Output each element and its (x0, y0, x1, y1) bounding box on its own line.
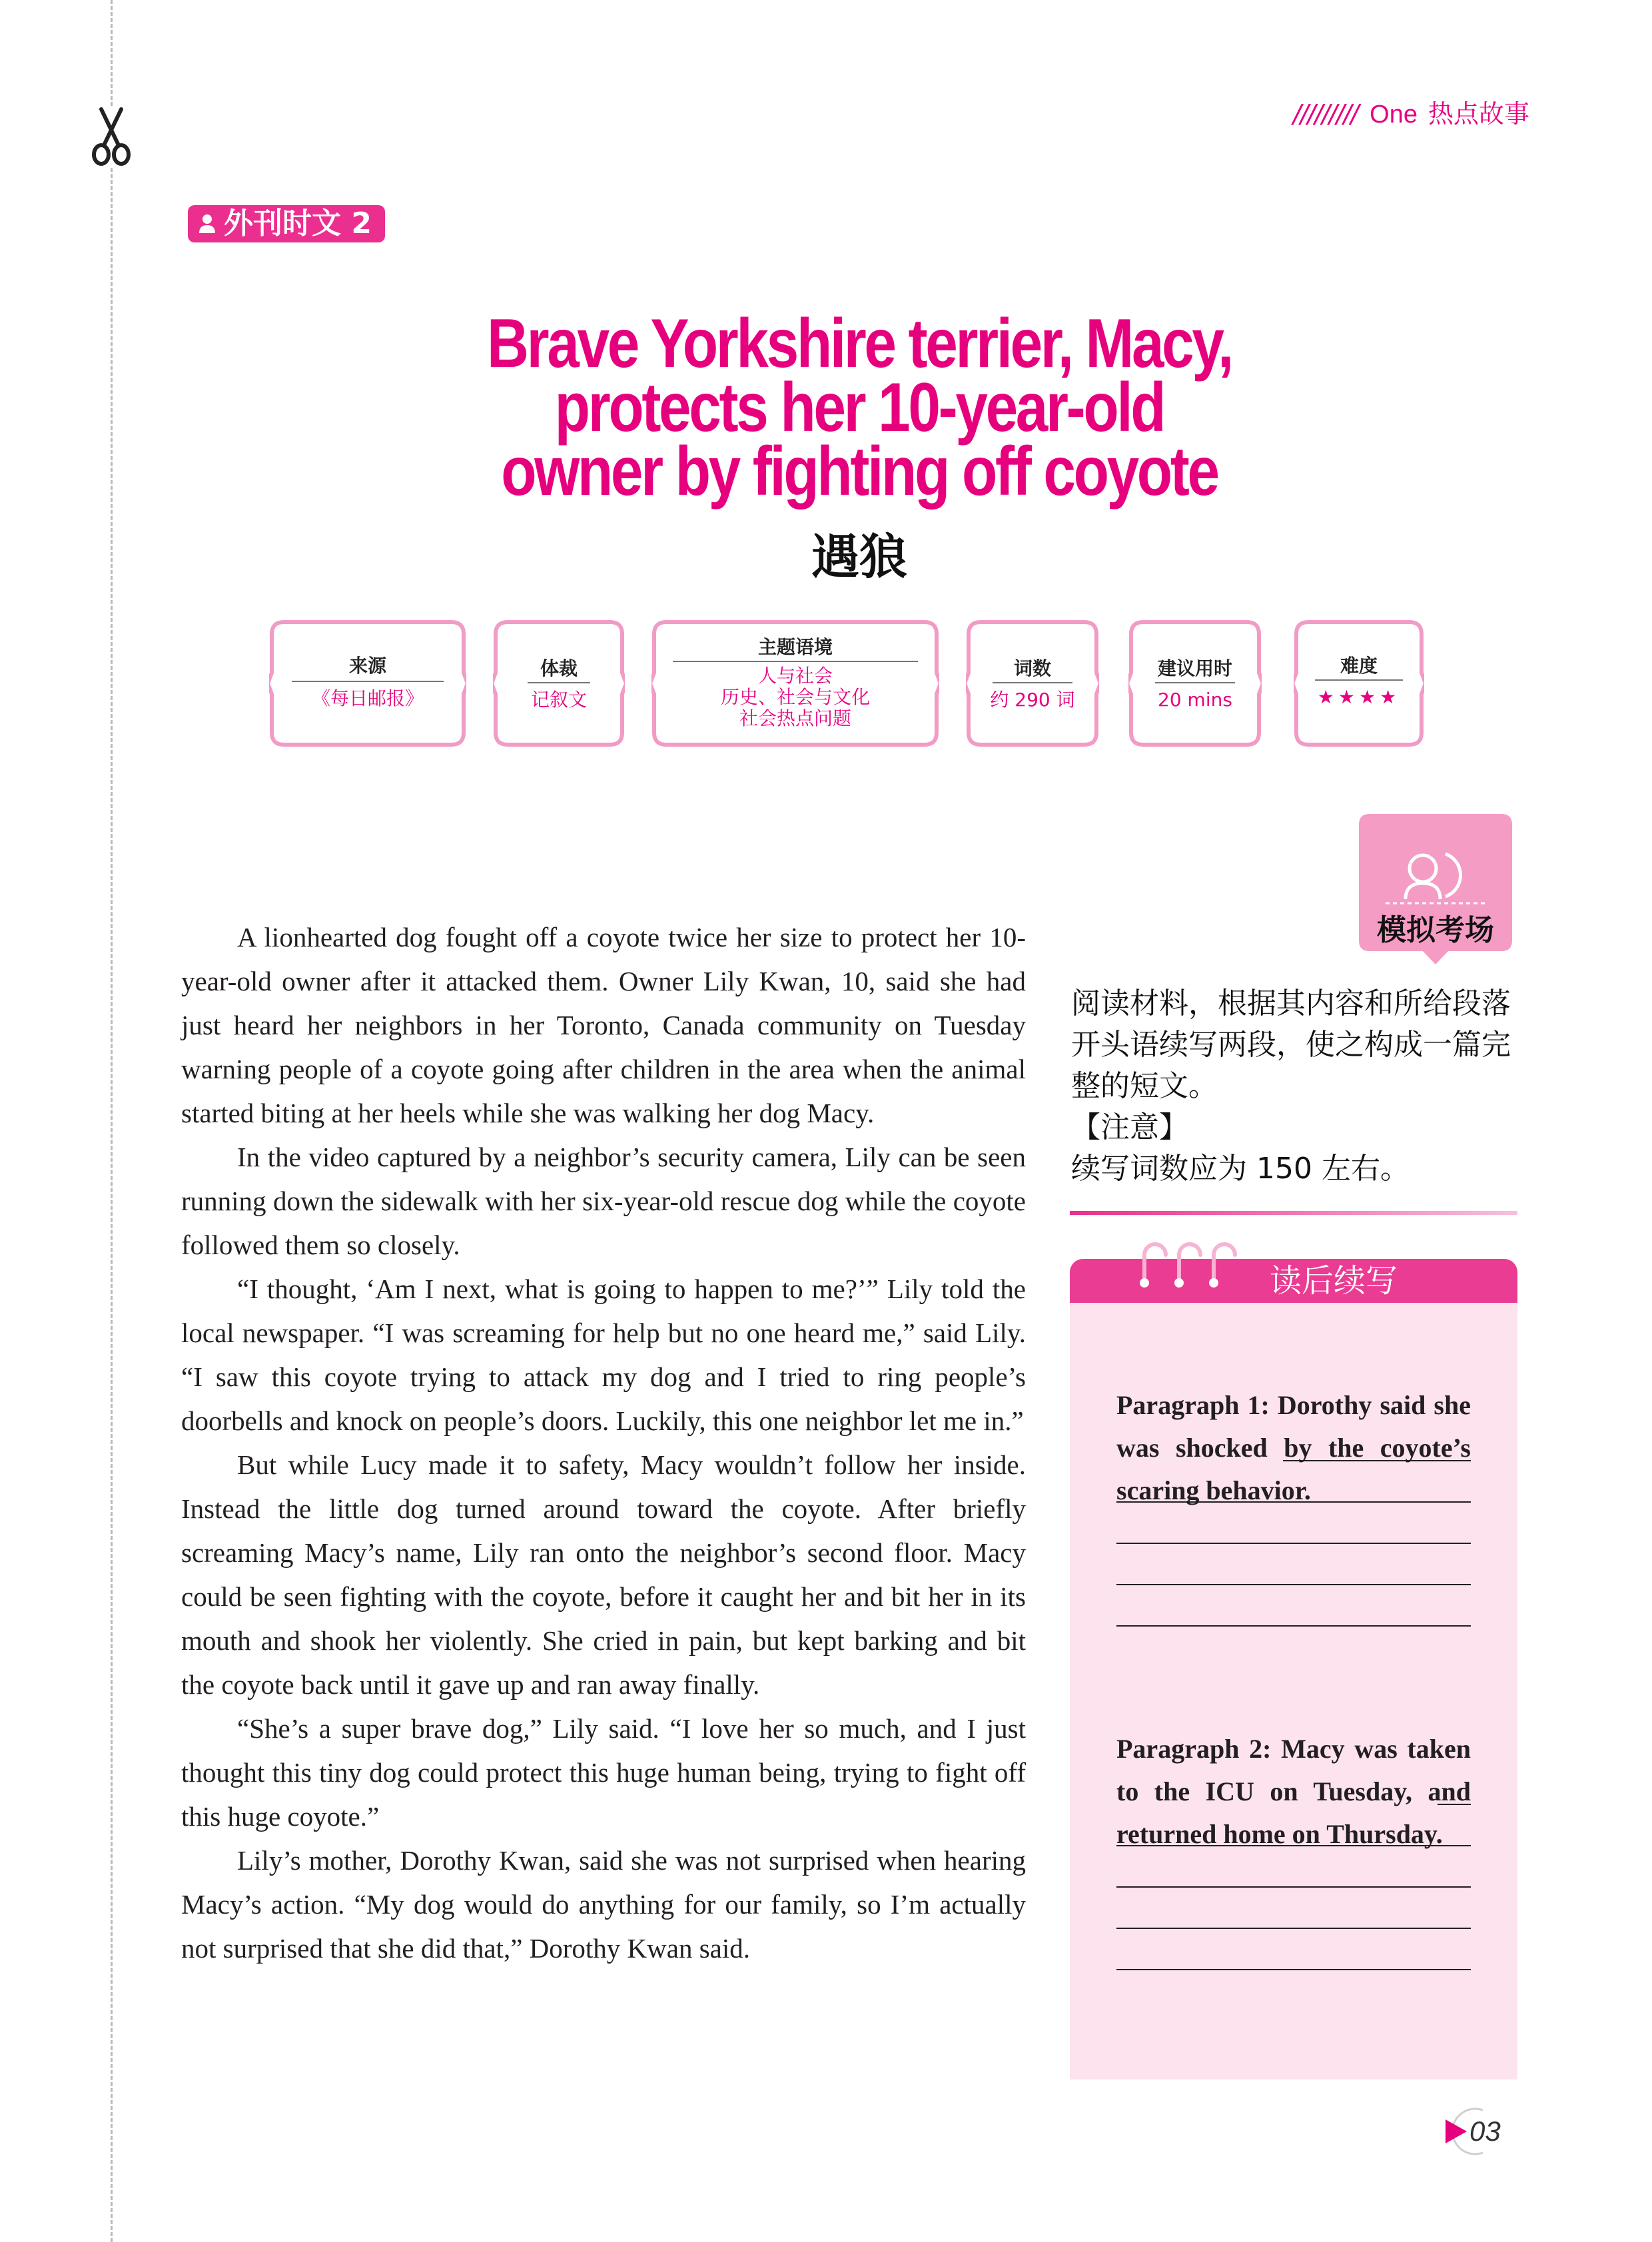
header-section: One (1370, 101, 1418, 129)
info-rule (673, 661, 918, 662)
exam-instructions (1071, 983, 1517, 1190)
info-value-time: 20 mins (1158, 689, 1232, 711)
info-value-theme-1: 人与社会 (757, 665, 833, 687)
writing-line[interactable] (1116, 1501, 1471, 1503)
paragraph-2-text: Paragraph 2: Macy was taken to the ICU on Tuesday, and returned home on Thursday. (1116, 1734, 1471, 1849)
article-paragraph: “I thought, ‘Am I next, what is going to happen to me?’” Lily told the local newspaper. “I was screaming for help but no one heard me,” said Lily. “I saw this coyote trying to attack my dog and I tried to ring people’s doorbells and knock on people’s doors. Luckily, this one neighbor let me in.” (181, 1274, 1026, 1436)
info-box-genre (493, 619, 625, 747)
info-box-frame (966, 619, 1099, 747)
writing-paragraph-2-prompt (1116, 1728, 1471, 1856)
article-paragraph: But while Lucy made it to safety, Macy wouldn’t follow her inside. Instead the little dog turned around toward the coyote. After briefly screaming Macy’s name, Lily ran onto the neighbor’s second floor. Macy could be seen fighting with the coyote, before it caught her and bit her in its mouth and shook her violently. She cried in pain, but kept barking and bit the coyote back until it gave up and ran away finally. (181, 1449, 1026, 1700)
info-rule (528, 682, 590, 683)
writing-line[interactable] (1116, 1969, 1471, 1970)
article-tag-label: 外刊时文 2 (224, 206, 372, 240)
section-divider (1070, 1211, 1517, 1215)
running-header (1293, 93, 1529, 130)
info-rule (1315, 679, 1403, 681)
info-rule (292, 681, 444, 682)
note-text: 续写词数应为 150 左右。 (1071, 1152, 1410, 1186)
writing-line[interactable] (1116, 1584, 1471, 1585)
article-paragraph: In the video captured by a neighbor’s security camera, Lily can be seen running down the sidewalk with her six-year-old rescue dog while the coyote followed them so closely. (181, 1142, 1026, 1260)
title-line-1: Brave Yorkshire terrier, Macy, (486, 305, 1232, 382)
info-box-frame (493, 619, 625, 747)
writing-line[interactable] (1116, 1625, 1471, 1627)
exam-badge-label: 模拟考场 (1377, 913, 1494, 947)
article-paragraph: “She’s a super brave dog,” Lily said. “I love her so much, and I just thought this tiny dog could protect this huge human being, trying to fight off this huge coyote.” (181, 1713, 1026, 1832)
info-box-words (966, 619, 1099, 747)
info-label-words: 词数 (1013, 657, 1051, 679)
info-rule (993, 682, 1072, 683)
info-value-theme-3: 社会热点问题 (739, 707, 851, 729)
title-line-3: owner by fighting off coyote (501, 433, 1218, 510)
paragraph-1-text: Paragraph 1: Dorothy said she was shocked by the coyote’s scaring behavior. (1116, 1390, 1471, 1505)
instructions-text: 阅读材料，根据其内容和所给段落开头语续写两段，使之构成一篇完整的短文。 (1071, 986, 1511, 1103)
page-number (1436, 2105, 1503, 2158)
exam-badge (1359, 814, 1512, 967)
info-label-genre: 体裁 (540, 657, 578, 679)
info-box-source (269, 619, 466, 747)
writing-line[interactable] (1116, 1886, 1471, 1888)
writing-line[interactable] (1116, 1543, 1471, 1544)
info-box-frame (1294, 619, 1424, 747)
info-value-theme-2: 历史、社会与文化 (720, 686, 870, 708)
info-label-source: 来源 (348, 655, 386, 677)
page-number-text: 03 (1469, 2115, 1501, 2147)
article-title (406, 305, 1313, 510)
info-box-time (1128, 619, 1262, 747)
person-icon (199, 214, 216, 234)
article-tag (188, 205, 385, 242)
writing-line[interactable] (1116, 1928, 1471, 1929)
scissors-icon (88, 107, 135, 167)
writing-panel (1070, 1303, 1517, 2079)
info-label-time: 建议用时 (1157, 657, 1232, 679)
difficulty-stars: ★★★★ (1317, 686, 1401, 708)
info-value-words: 约 290 词 (990, 689, 1075, 711)
header-section-cn: 热点故事 (1428, 99, 1529, 129)
writing-line[interactable] (1283, 1460, 1471, 1461)
info-label-difficulty: 难度 (1340, 655, 1378, 677)
info-box-frame (269, 619, 466, 747)
article-title-cn: 遇狼 (811, 529, 907, 585)
info-box-theme (651, 619, 939, 747)
header-slashes: ///////// (1292, 99, 1358, 129)
notebook-rings-icon (1126, 1235, 1239, 1291)
writing-line[interactable] (1116, 1845, 1471, 1846)
info-value-source: 《每日邮报》 (311, 687, 424, 709)
info-label-theme: 主题语境 (757, 636, 833, 658)
info-rule (1155, 682, 1235, 683)
writing-line[interactable] (1438, 1804, 1471, 1805)
info-box-frame (1128, 619, 1262, 747)
cut-line (111, 0, 113, 2242)
writing-paragraph-1-prompt (1116, 1384, 1471, 1512)
article-paragraph: Lily’s mother, Dorothy Kwan, said she was not surprised when hearing Macy’s action. “My dog would do anything for our family, so I’m actually not surprised that she did that,” Dorothy Kwan said. (181, 1845, 1026, 1964)
article-body (181, 915, 1026, 1970)
title-line-2: protects her 10-year-old (554, 369, 1164, 446)
writing-heading: 读后续写 (1270, 1262, 1398, 1300)
article-paragraph: A lionhearted dog fought off a coyote twice her size to protect her 10-year-old owner after it attacked them. Owner Lily Kwan, 10, said she had just heard her neighbors in her Toronto, Canada community on Tuesday warning people of a coyote going after children in the area when the animal started biting at her heels while she was walking her dog Macy. (181, 922, 1026, 1128)
info-value-genre: 记叙文 (530, 689, 587, 711)
note-label: 【注意】 (1071, 1110, 1188, 1144)
info-box-difficulty (1294, 619, 1424, 747)
